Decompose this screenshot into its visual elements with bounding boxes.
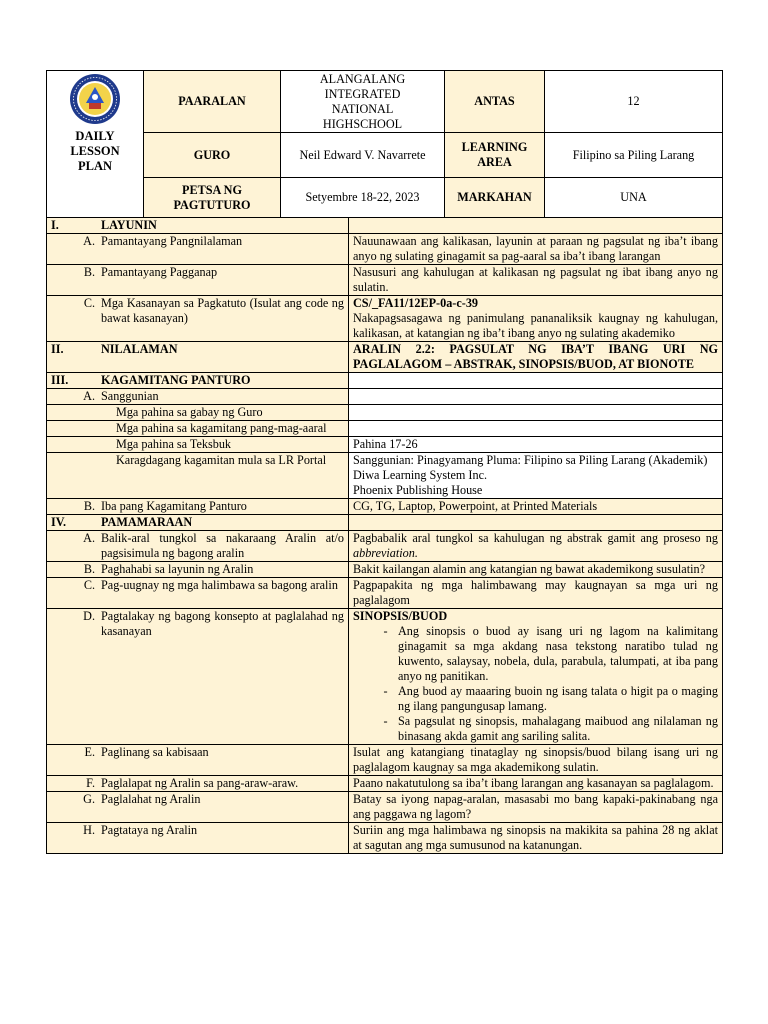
item-label: Paghahabi sa layunin ng Aralin: [101, 562, 254, 576]
item-label: Karagdagang kagamitan mula sa LR Portal: [47, 453, 349, 499]
grade-value: 12: [545, 71, 723, 133]
item-label: Pag-uugnay ng mga halimbawa sa bagong aralin: [101, 578, 338, 592]
item-letter: A.: [83, 234, 95, 248]
item-label: Sanggunian: [101, 389, 159, 403]
item-letter: B.: [83, 499, 95, 513]
item-value: Nakapagsasagawa ng panimulang pananaliksik kaugnay ng kahulugan, kalikasan, at katangian ng iba’t ibang anyo ng sulating akademiko: [353, 311, 718, 340]
item-label: Mga pahina sa kagamitang pang-mag-aaral: [47, 421, 349, 437]
item-value: Pagpapakita ng mga halimbawang may kaugnayan sa mga uri ng paglalagom: [349, 578, 723, 609]
teacher-label: GURO: [144, 133, 281, 178]
title-line: PLAN: [77, 159, 113, 173]
item-value: Suriin ang mga halimbawa ng sinopsis na makikita sa pahina 28 ng aklat at sagutan ang mga sumusunod na katanungan.: [349, 823, 723, 854]
reference-line: Sanggunian: Pinagyamang Pluma: Filipino sa Piling Larang (Akademik): [353, 453, 708, 467]
list-item: [373, 684, 718, 714]
area-value: Filipino sa Piling Larang: [545, 133, 723, 178]
list-item-text: Ang sinopsis o buod ay isang uri ng lagom na kalimitang ginagamit sa mga akdang nasa tekstong naratibo tulad ng kuwento, salaysay, nobela, dula, parabula, talumpati, at iba pang anyo ng panitikan.: [398, 624, 718, 683]
reference-line: Diwa Learning System Inc.: [353, 468, 488, 482]
item-label: Pamantayang Pangnilalaman: [101, 234, 243, 248]
dash-bullet: -: [383, 714, 388, 728]
section-pamamaraan: [47, 515, 723, 531]
item-label: Pamantayang Pagganap: [101, 265, 218, 279]
date-value: Setyembre 18-22, 2023: [281, 178, 445, 218]
title-cell: [47, 71, 144, 218]
row-iba-pang-kagamitan: [47, 499, 723, 515]
item-label: Paglalapat ng Aralin sa pang-araw-araw.: [101, 776, 299, 790]
row-paglinang: [47, 745, 723, 776]
section-number: III.: [51, 373, 69, 387]
item-label: Mga pahina sa gabay ng Guro: [47, 405, 349, 421]
deped-seal-logo: [69, 73, 121, 125]
list-item: [373, 624, 718, 684]
reference-line: Phoenix Publishing House: [353, 483, 483, 497]
title-line: DAILY: [75, 129, 115, 143]
daily-lesson-plan-title: [51, 129, 139, 174]
list-item: [373, 714, 718, 744]
lesson-plan-page: [46, 70, 722, 854]
list-item-text: Sa pagsulat ng sinopsis, mahalagang maibuod ang nilalaman ng binasang akda gamit ang sariling salita.: [398, 714, 718, 743]
section-nilalaman: [47, 342, 723, 373]
dash-bullet: -: [383, 684, 388, 698]
quarter-label: MARKAHAN: [445, 178, 545, 218]
item-value: Pahina 17-26: [349, 437, 723, 453]
item-letter: B.: [83, 562, 95, 576]
row-paglalapat: [47, 776, 723, 792]
item-label: Paglalahat ng Aralin: [101, 792, 201, 806]
row-paglalahat: [47, 792, 723, 823]
item-label: Balik-aral tungkol sa nakaraang Aralin at/o pagsisimula ng bagong aralin: [101, 531, 344, 560]
row-paghahabi: [47, 562, 723, 578]
title-line: LESSON: [70, 144, 120, 158]
area-label: LEARNING AREA: [445, 133, 545, 178]
section-title: PAMAMARAAN: [101, 515, 193, 529]
item-value: Pagbabalik aral tungkol sa kahulugan ng abstrak gamit ang proseso ng: [353, 531, 718, 545]
row-pangnilalaman: [47, 234, 723, 265]
row-lr-portal: [47, 453, 723, 499]
quarter-value: UNA: [545, 178, 723, 218]
section-title: KAGAMITANG PANTURO: [101, 373, 251, 387]
row-pang-mag-aaral: [47, 421, 723, 437]
item-value: Bakit kailangan alamin ang katangian ng bawat akademikong susulatin?: [349, 562, 723, 578]
item-letter: H.: [83, 823, 95, 837]
school-value: ALANGALANG INTEGRATED NATIONAL HIGHSCHOOL: [281, 71, 445, 133]
row-pag-uugnay: [47, 578, 723, 609]
lesson-title: ARALIN 2.2: PAGSULAT NG IBA’T IBANG URI NG PAGLALAGOM – ABSTRAK, SINOPSIS/BUOD, AT BIONOTE: [349, 342, 723, 373]
teacher-value: Neil Edward V. Navarrete: [281, 133, 445, 178]
item-value: Nauunawaan ang kalikasan, layunin at paraan ng pagsulat ng iba’t ibang anyo ng sulating ginagamit sa pag-aaral sa iba’t ibang larangan: [349, 234, 723, 265]
row-pagganap: [47, 265, 723, 296]
section-layunin: [47, 218, 723, 234]
row-pagtalakay: [47, 609, 723, 745]
item-label: Mga Kasanayan sa Pagkatuto (Isulat ang code ng bawat kasanayan): [101, 296, 344, 325]
section-number: I.: [51, 218, 59, 232]
section-number: IV.: [51, 515, 67, 529]
item-label: Iba pang Kagamitang Panturo: [101, 499, 247, 513]
subtopic-heading: SINOPSIS/BUOD: [353, 609, 448, 623]
row-teksbuk: [47, 437, 723, 453]
row-balik-aral: [47, 531, 723, 562]
item-value: Batay sa iyong napag-aralan, masasabi mo bang kapaki-pakinabang nga ang paggawa ng lagom?: [349, 792, 723, 823]
row-pagtataya: [47, 823, 723, 854]
item-letter: C.: [83, 296, 95, 310]
section-number: II.: [51, 342, 64, 356]
item-letter: B.: [83, 265, 95, 279]
item-letter: A.: [83, 531, 95, 545]
item-letter: D.: [83, 609, 95, 623]
item-label: Mga pahina sa Teksbuk: [47, 437, 349, 453]
row-kasanayan: [47, 296, 723, 342]
header-table: [46, 70, 723, 218]
item-letter: F.: [86, 776, 95, 790]
section-title: NILALAMAN: [101, 342, 178, 356]
item-label: Paglinang sa kabisaan: [101, 745, 209, 759]
item-value: Paano nakatutulong sa iba’t ibang larangan ang kasanayan sa paglalagom.: [349, 776, 723, 792]
item-letter: A.: [83, 389, 95, 403]
concept-list: [353, 624, 718, 744]
list-item-text: Ang buod ay maaaring buoin ng isang talata o higit pa o maging ng ilang pangungusap lamang.: [398, 684, 718, 713]
item-label: Pagtalakay ng bagong konsepto at paglalahad ng kasanayan: [101, 609, 344, 638]
dash-bullet: -: [383, 624, 388, 638]
row-sanggunian: [47, 389, 723, 405]
item-letter: C.: [83, 578, 95, 592]
item-value: Isulat ang katangiang tinataglay ng sinopsis/buod bilang isang uri ng paglalagom kaugnay sa mga akademikong sulatin.: [349, 745, 723, 776]
lesson-body-table: [46, 217, 723, 854]
item-label: Pagtataya ng Aralin: [101, 823, 198, 837]
date-label: PETSA NG PAGTUTURO: [144, 178, 281, 218]
item-value: Nasusuri ang kahulugan at kalikasan ng pagsulat ng ibat ibang anyo ng sulatin.: [349, 265, 723, 296]
item-letter: E.: [84, 745, 95, 759]
item-value: CG, TG, Laptop, Powerpoint, at Printed Materials: [349, 499, 723, 515]
section-title: LAYUNIN: [101, 218, 157, 232]
school-label: PAARALAN: [144, 71, 281, 133]
grade-label: ANTAS: [445, 71, 545, 133]
item-letter: G.: [83, 792, 95, 806]
section-kagamitan: [47, 373, 723, 389]
competency-code: CS/_FA11/12EP-0a-c-39: [353, 296, 479, 310]
item-value-emphasis: abbreviation.: [353, 546, 418, 560]
row-gabay-guro: [47, 405, 723, 421]
